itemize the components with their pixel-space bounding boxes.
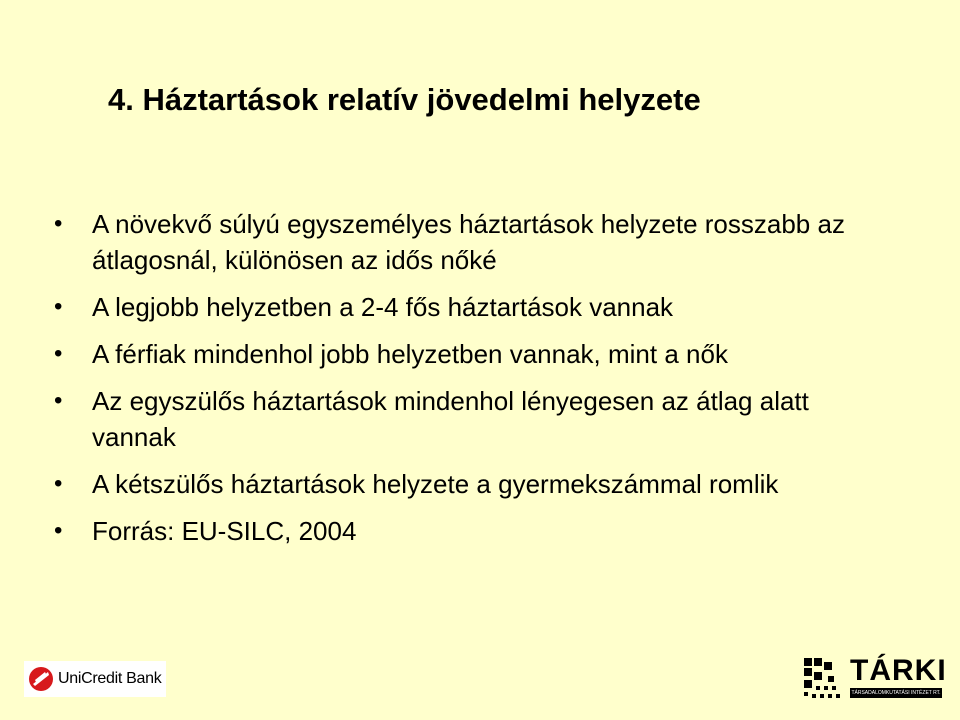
bullet-text: A növekvő súlyú egyszemélyes háztartások helyzete rosszabb az átlagosnál, különösen az idős nőké (92, 209, 845, 275)
bullet-text: A férfiak mindenhol jobb helyzetben vannak, mint a nők (92, 339, 728, 369)
bullet-text: A kétszülős háztartások helyzete a gyermekszámmal romlik (92, 469, 779, 499)
bullet-list (48, 206, 898, 560)
bullet-marker: • (54, 293, 63, 320)
unicredit-logo-text: UniCredit Bank (58, 670, 162, 687)
tarki-pixel-icon (804, 658, 846, 702)
bullet-marker: • (54, 517, 63, 544)
bullet-text: Forrás: EU-SILC, 2004 (92, 516, 357, 546)
bullet-item (48, 383, 898, 455)
slide-title: 4. Háztartások relatív jövedelmi helyzete (108, 82, 701, 117)
unicredit-logo (24, 661, 166, 697)
bullet-marker: • (54, 340, 63, 367)
bullet-item (48, 466, 898, 502)
bullet-marker: • (54, 470, 63, 497)
tarki-logo-subtext: TÁRSADALOMKUTATÁSI INTÉZET RT. (851, 690, 941, 696)
bullet-text: A legjobb helyzetben a 2-4 fős háztartások vannak (92, 292, 674, 322)
bullet-item (48, 513, 898, 549)
bullet-item (48, 206, 898, 278)
bullet-item (48, 289, 898, 325)
bullet-marker: • (54, 210, 63, 237)
unicredit-emblem-icon (28, 666, 54, 692)
bullet-text: Az egyszülős háztartások mindenhol lényegesen az átlag alatt vannak (92, 386, 809, 452)
tarki-logo-text: TÁRKI (850, 654, 947, 687)
bullet-item (48, 336, 898, 372)
bullet-marker: • (54, 387, 63, 414)
tarki-logo (804, 654, 947, 704)
